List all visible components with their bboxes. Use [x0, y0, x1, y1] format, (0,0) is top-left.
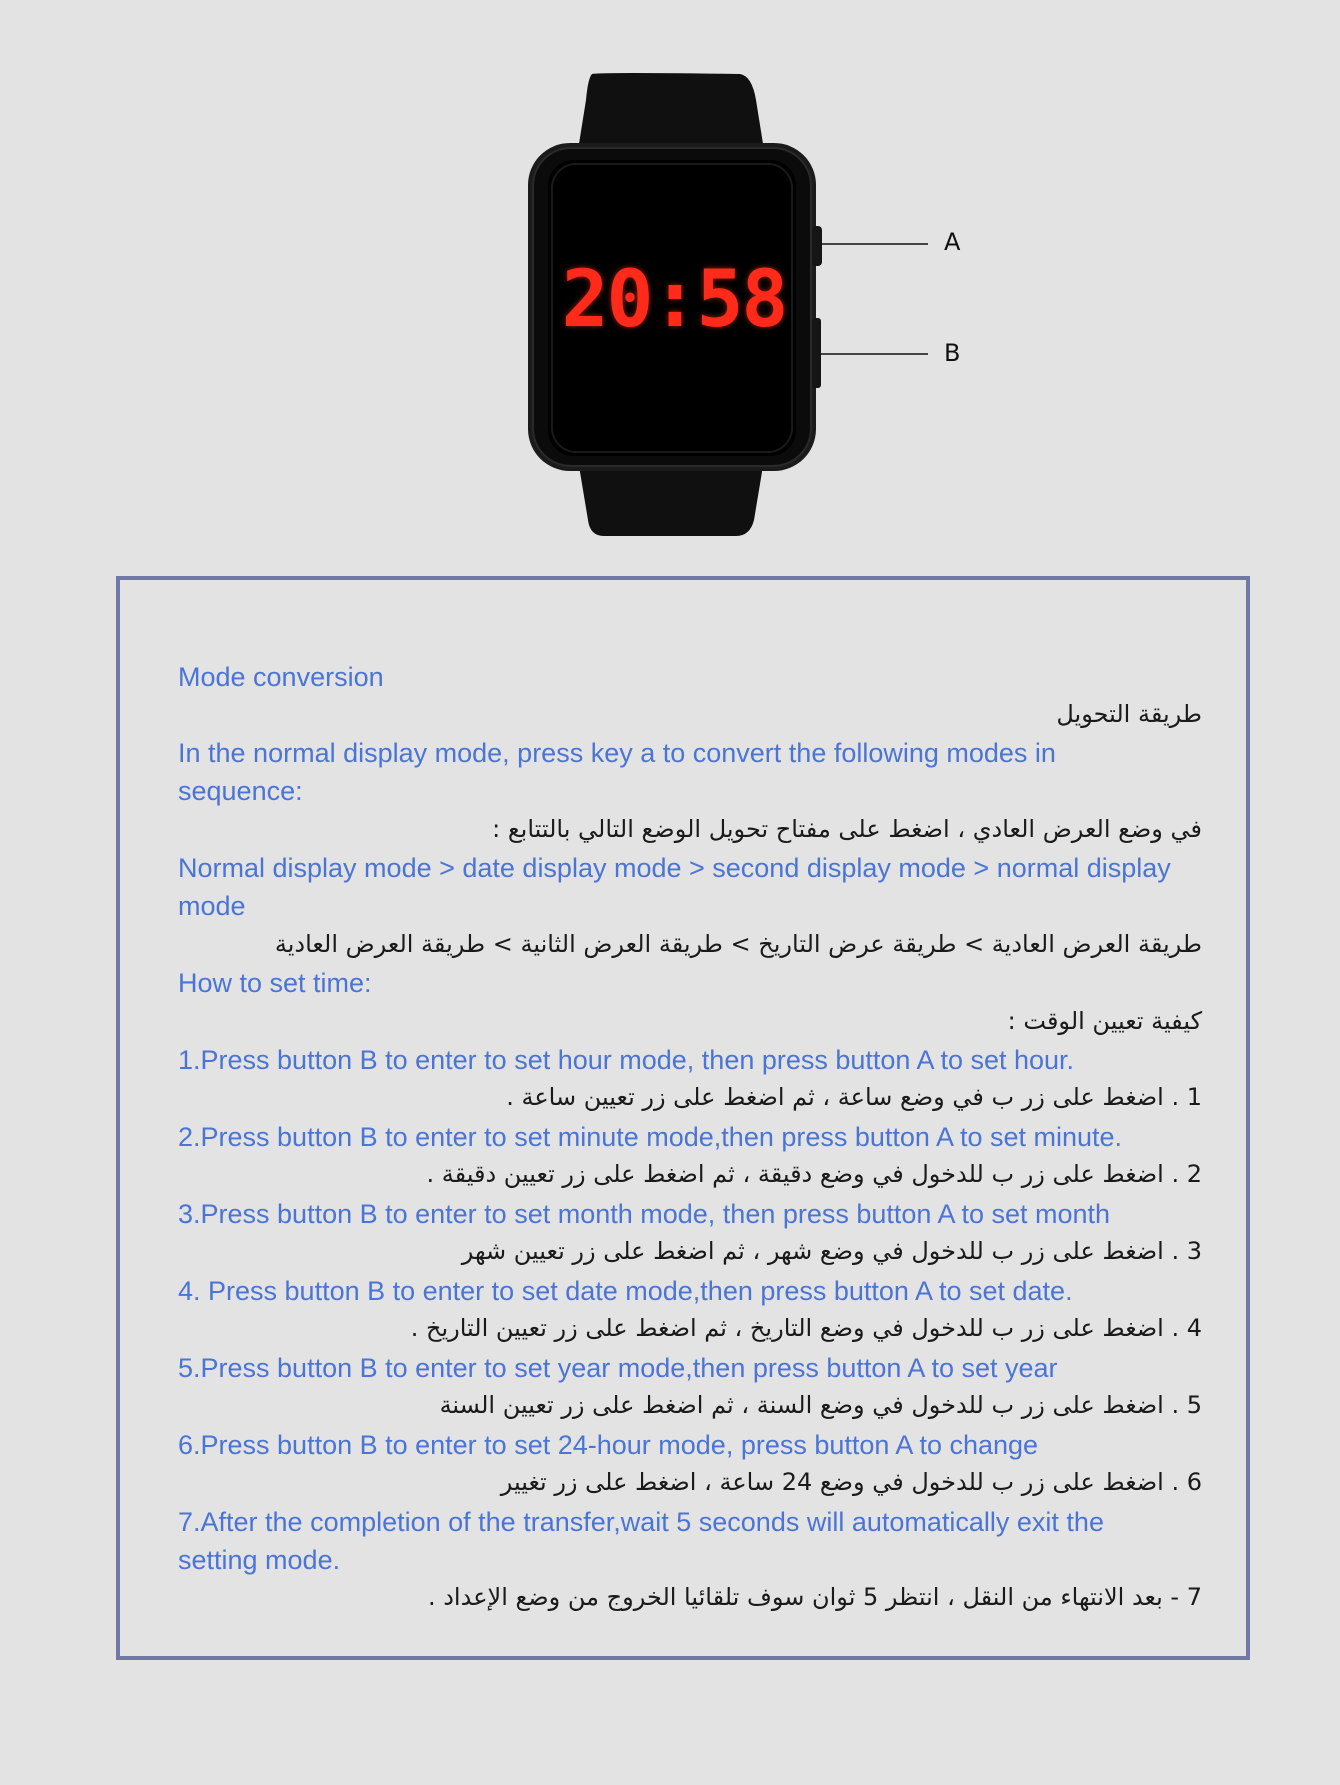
label-a: A [944, 228, 961, 256]
sequence-en: Normal display mode > date display mode > second display mode > normal display mode [178, 853, 1171, 921]
heading-ar: طريقة التحويل [1056, 700, 1202, 728]
heading-en: Mode conversion [178, 662, 384, 692]
step-3-en: 3.Press button B to enter to set month mode, then press button A to set month [178, 1199, 1111, 1229]
step-1-ar: 1 . اضغط على زر ب في وضع ساعة ، ثم اضغط على زر تعيين ساعة . [506, 1083, 1202, 1111]
step-4-ar: 4 . اضغط على زر ب للدخول في وضع التاريخ ، ثم اضغط على زر تعيين التاريخ . [410, 1314, 1202, 1342]
watch-time: 20:58 [561, 255, 787, 345]
instructions-panel [116, 576, 1250, 1660]
step-4-en: 4. Press button B to enter to set date mode,then press button A to set date. [178, 1276, 1073, 1306]
step-5-en: 5.Press button B to enter to set year mode,then press button A to set year [178, 1353, 1058, 1383]
step-1-en: 1.Press button B to enter to set hour mode, then press button A to set hour. [178, 1045, 1075, 1075]
step-7-ar: 7 - بعد الانتهاء من النقل ، انتظر 5 ثوان سوف تلقائيا الخروج من وضع الإعداد . [427, 1583, 1202, 1611]
watch-illustration [0, 0, 1340, 560]
button-a-shape [812, 226, 822, 266]
step-7-en: 7.After the completion of the transfer,wait 5 seconds will automatically exit the setting mode. [178, 1507, 1104, 1575]
howto-ar: كيفية تعيين الوقت : [1007, 1007, 1202, 1035]
sequence-ar: طريقة العرض العادية > طريقة عرض التاريخ > طريقة العرض الثانية > طريقة العرض العادية [274, 930, 1202, 958]
step-2-en: 2.Press button B to enter to set minute mode,then press button A to set minute. [178, 1122, 1123, 1152]
step-6-ar: 6 . اضغط على زر ب للدخول في وضع 24 ساعة ، اضغط على زر تغيير [500, 1468, 1202, 1496]
intro-ar: في وضع العرض العادي ، اضغط على مفتاح تحويل الوضع التالي بالتتابع : [492, 815, 1202, 843]
label-b: B [944, 339, 961, 367]
howto-en: How to set time: [178, 968, 372, 998]
step-6-en: 6.Press button B to enter to set 24-hour mode, press button A to change [178, 1430, 1039, 1460]
step-3-ar: 3 . اضغط على زر ب للدخول في وضع شهر ، ثم اضغط على زر تعيين شهر [461, 1237, 1202, 1265]
step-2-ar: 2 . اضغط على زر ب للدخول في وضع دقيقة ، ثم اضغط على زر تعيين دقيقة . [426, 1160, 1202, 1188]
button-b-shape [812, 318, 821, 388]
watch-time-display [561, 250, 787, 350]
intro-en: In the normal display mode, press key a to convert the following modes in sequence: [178, 738, 1056, 806]
step-5-ar: 5 . اضغط على زر ب للدخول في وضع السنة ، ثم اضغط على زر تعيين السنة [439, 1391, 1202, 1419]
